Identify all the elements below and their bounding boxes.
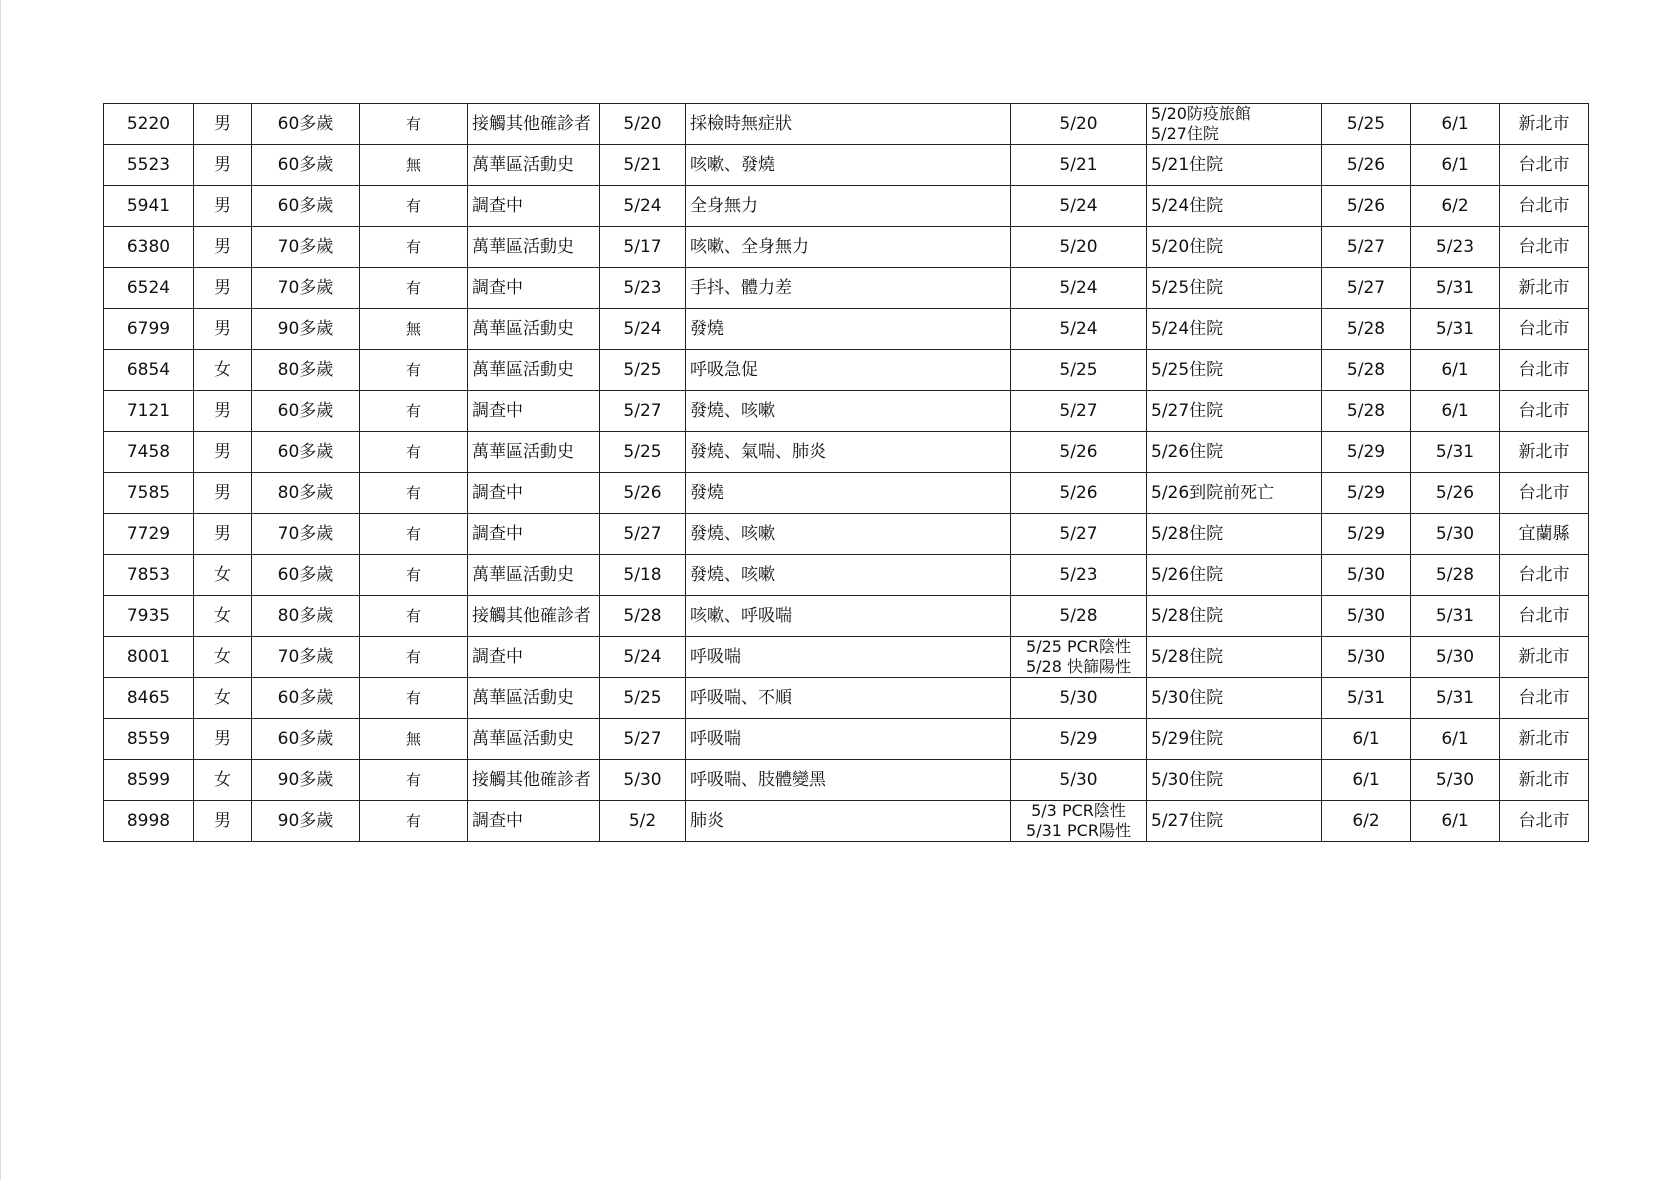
cell-line: 5/26住院 bbox=[1151, 565, 1224, 585]
test-date-cell bbox=[1011, 760, 1147, 801]
cell-line: 5/29 bbox=[1059, 729, 1098, 749]
infection-source-cell: 調查中 bbox=[468, 637, 600, 678]
infection-source-cell: 調查中 bbox=[468, 268, 600, 309]
onset-date-cell: 5/30 bbox=[600, 760, 686, 801]
symptoms-cell: 全身無力 bbox=[686, 186, 1011, 227]
case-id-cell: 7853 bbox=[104, 555, 194, 596]
case-id-cell: 6524 bbox=[104, 268, 194, 309]
symptoms-cell: 發燒、咳嗽 bbox=[686, 391, 1011, 432]
age-cell: 60多歲 bbox=[252, 719, 360, 760]
chronic-disease-cell: 有 bbox=[360, 473, 468, 514]
onset-date-cell: 5/24 bbox=[600, 637, 686, 678]
death-date-cell: 6/1 bbox=[1411, 104, 1500, 145]
test-date-cell bbox=[1011, 473, 1147, 514]
table-row bbox=[104, 678, 1589, 719]
symptoms-cell: 呼吸喘、不順 bbox=[686, 678, 1011, 719]
symptoms-cell: 呼吸急促 bbox=[686, 350, 1011, 391]
location-cell bbox=[1147, 104, 1322, 145]
onset-date-cell: 5/24 bbox=[600, 186, 686, 227]
confirmed-date-cell: 5/27 bbox=[1322, 268, 1411, 309]
location-cell bbox=[1147, 555, 1322, 596]
city-cell: 新北市 bbox=[1500, 104, 1589, 145]
cell-line: 5/20 bbox=[1059, 237, 1098, 257]
sex-cell: 男 bbox=[194, 268, 252, 309]
infection-source-cell: 萬華區活動史 bbox=[468, 719, 600, 760]
test-date-cell bbox=[1011, 719, 1147, 760]
death-date-cell: 5/31 bbox=[1411, 268, 1500, 309]
death-date-cell: 5/31 bbox=[1411, 678, 1500, 719]
onset-date-cell: 5/2 bbox=[600, 801, 686, 842]
case-id-cell: 6854 bbox=[104, 350, 194, 391]
test-date-cell bbox=[1011, 186, 1147, 227]
chronic-disease-cell: 有 bbox=[360, 760, 468, 801]
age-cell: 60多歲 bbox=[252, 104, 360, 145]
age-cell: 90多歲 bbox=[252, 801, 360, 842]
location-cell bbox=[1147, 801, 1322, 842]
test-date-cell bbox=[1011, 596, 1147, 637]
infection-source-cell: 調查中 bbox=[468, 186, 600, 227]
location-cell bbox=[1147, 309, 1322, 350]
case-table bbox=[103, 103, 1589, 842]
sex-cell: 男 bbox=[194, 186, 252, 227]
death-date-cell: 6/1 bbox=[1411, 719, 1500, 760]
death-date-cell: 6/1 bbox=[1411, 145, 1500, 186]
case-id-cell: 8001 bbox=[104, 637, 194, 678]
city-cell: 台北市 bbox=[1500, 555, 1589, 596]
age-cell: 80多歲 bbox=[252, 473, 360, 514]
symptoms-cell: 發燒 bbox=[686, 473, 1011, 514]
cell-line: 5/24 bbox=[1059, 278, 1098, 298]
confirmed-date-cell: 5/28 bbox=[1322, 391, 1411, 432]
infection-source-cell: 調查中 bbox=[468, 473, 600, 514]
infection-source-cell: 萬華區活動史 bbox=[468, 227, 600, 268]
location-cell bbox=[1147, 637, 1322, 678]
test-date-cell bbox=[1011, 555, 1147, 596]
sex-cell: 男 bbox=[194, 514, 252, 555]
location-cell bbox=[1147, 227, 1322, 268]
test-date-cell bbox=[1011, 514, 1147, 555]
death-date-cell: 6/1 bbox=[1411, 350, 1500, 391]
chronic-disease-cell: 有 bbox=[360, 555, 468, 596]
case-id-cell: 8465 bbox=[104, 678, 194, 719]
sex-cell: 男 bbox=[194, 145, 252, 186]
infection-source-cell: 接觸其他確診者 bbox=[468, 596, 600, 637]
cell-line: 5/27住院 bbox=[1151, 811, 1224, 831]
cell-line: 5/28住院 bbox=[1151, 524, 1224, 544]
death-date-cell: 5/26 bbox=[1411, 473, 1500, 514]
city-cell: 新北市 bbox=[1500, 432, 1589, 473]
test-date-cell bbox=[1011, 227, 1147, 268]
confirmed-date-cell: 5/25 bbox=[1322, 104, 1411, 145]
location-cell bbox=[1147, 678, 1322, 719]
location-cell bbox=[1147, 145, 1322, 186]
cell-line: 5/25 bbox=[1059, 360, 1098, 380]
onset-date-cell: 5/25 bbox=[600, 678, 686, 719]
infection-source-cell: 接觸其他確診者 bbox=[468, 760, 600, 801]
symptoms-cell: 咳嗽、發燒 bbox=[686, 145, 1011, 186]
table-row bbox=[104, 432, 1589, 473]
sex-cell: 男 bbox=[194, 104, 252, 145]
infection-source-cell: 萬華區活動史 bbox=[468, 145, 600, 186]
chronic-disease-cell: 有 bbox=[360, 186, 468, 227]
cell-line: 5/20住院 bbox=[1151, 237, 1224, 257]
symptoms-cell: 發燒、咳嗽 bbox=[686, 514, 1011, 555]
onset-date-cell: 5/25 bbox=[600, 350, 686, 391]
age-cell: 90多歲 bbox=[252, 309, 360, 350]
infection-source-cell: 調查中 bbox=[468, 514, 600, 555]
chronic-disease-cell: 有 bbox=[360, 432, 468, 473]
age-cell: 60多歲 bbox=[252, 145, 360, 186]
table-row bbox=[104, 227, 1589, 268]
infection-source-cell: 萬華區活動史 bbox=[468, 309, 600, 350]
symptoms-cell: 手抖、體力差 bbox=[686, 268, 1011, 309]
city-cell: 新北市 bbox=[1500, 719, 1589, 760]
case-id-cell: 7935 bbox=[104, 596, 194, 637]
city-cell: 台北市 bbox=[1500, 596, 1589, 637]
table-row bbox=[104, 104, 1589, 145]
city-cell: 新北市 bbox=[1500, 760, 1589, 801]
test-date-cell bbox=[1011, 637, 1147, 678]
case-id-cell: 7458 bbox=[104, 432, 194, 473]
sex-cell: 男 bbox=[194, 719, 252, 760]
confirmed-date-cell: 5/26 bbox=[1322, 186, 1411, 227]
chronic-disease-cell: 有 bbox=[360, 678, 468, 719]
table-row bbox=[104, 350, 1589, 391]
sex-cell: 女 bbox=[194, 350, 252, 391]
cell-line: 5/21 bbox=[1059, 155, 1098, 175]
infection-source-cell: 接觸其他確診者 bbox=[468, 104, 600, 145]
test-date-cell bbox=[1011, 678, 1147, 719]
confirmed-date-cell: 5/30 bbox=[1322, 555, 1411, 596]
cell-line: 5/31 PCR陽性 bbox=[1026, 821, 1131, 840]
symptoms-cell: 咳嗽、呼吸喘 bbox=[686, 596, 1011, 637]
cell-line: 5/24 bbox=[1059, 196, 1098, 216]
cell-line: 5/30住院 bbox=[1151, 770, 1224, 790]
location-cell bbox=[1147, 268, 1322, 309]
location-cell bbox=[1147, 473, 1322, 514]
chronic-disease-cell: 有 bbox=[360, 801, 468, 842]
cell-line: 5/23 bbox=[1059, 565, 1098, 585]
test-date-cell bbox=[1011, 391, 1147, 432]
onset-date-cell: 5/18 bbox=[600, 555, 686, 596]
onset-date-cell: 5/20 bbox=[600, 104, 686, 145]
table-row bbox=[104, 801, 1589, 842]
location-cell bbox=[1147, 596, 1322, 637]
case-id-cell: 6380 bbox=[104, 227, 194, 268]
cell-line: 5/25住院 bbox=[1151, 360, 1224, 380]
sex-cell: 男 bbox=[194, 432, 252, 473]
city-cell: 台北市 bbox=[1500, 186, 1589, 227]
table-row bbox=[104, 760, 1589, 801]
confirmed-date-cell: 6/1 bbox=[1322, 760, 1411, 801]
sex-cell: 男 bbox=[194, 801, 252, 842]
table-row bbox=[104, 637, 1589, 678]
city-cell: 台北市 bbox=[1500, 801, 1589, 842]
age-cell: 60多歲 bbox=[252, 555, 360, 596]
location-cell bbox=[1147, 760, 1322, 801]
cell-line: 5/30 bbox=[1059, 688, 1098, 708]
test-date-cell bbox=[1011, 104, 1147, 145]
table-row bbox=[104, 186, 1589, 227]
onset-date-cell: 5/27 bbox=[600, 391, 686, 432]
cell-line: 5/20 bbox=[1059, 114, 1098, 134]
test-date-cell bbox=[1011, 801, 1147, 842]
city-cell: 台北市 bbox=[1500, 309, 1589, 350]
confirmed-date-cell: 5/30 bbox=[1322, 596, 1411, 637]
onset-date-cell: 5/24 bbox=[600, 309, 686, 350]
test-date-cell bbox=[1011, 350, 1147, 391]
city-cell: 台北市 bbox=[1500, 145, 1589, 186]
cell-line: 5/27住院 bbox=[1151, 124, 1219, 143]
symptoms-cell: 發燒、咳嗽 bbox=[686, 555, 1011, 596]
chronic-disease-cell: 有 bbox=[360, 350, 468, 391]
case-id-cell: 5941 bbox=[104, 186, 194, 227]
age-cell: 60多歲 bbox=[252, 432, 360, 473]
age-cell: 80多歲 bbox=[252, 350, 360, 391]
chronic-disease-cell: 有 bbox=[360, 391, 468, 432]
chronic-disease-cell: 有 bbox=[360, 104, 468, 145]
death-date-cell: 5/31 bbox=[1411, 432, 1500, 473]
death-date-cell: 5/28 bbox=[1411, 555, 1500, 596]
symptoms-cell: 咳嗽、全身無力 bbox=[686, 227, 1011, 268]
cell-line: 5/28住院 bbox=[1151, 647, 1224, 667]
cell-line: 5/24住院 bbox=[1151, 196, 1224, 216]
city-cell: 台北市 bbox=[1500, 350, 1589, 391]
table-row bbox=[104, 473, 1589, 514]
symptoms-cell: 採檢時無症狀 bbox=[686, 104, 1011, 145]
cell-line: 5/28 快篩陽性 bbox=[1025, 657, 1132, 676]
age-cell: 80多歲 bbox=[252, 596, 360, 637]
case-table-body bbox=[104, 104, 1589, 842]
case-id-cell: 5220 bbox=[104, 104, 194, 145]
death-date-cell: 5/30 bbox=[1411, 514, 1500, 555]
cell-line: 5/29住院 bbox=[1151, 729, 1224, 749]
onset-date-cell: 5/23 bbox=[600, 268, 686, 309]
cell-line: 5/26 bbox=[1059, 483, 1098, 503]
confirmed-date-cell: 5/29 bbox=[1322, 514, 1411, 555]
cell-line: 5/26到院前死亡 bbox=[1151, 483, 1275, 503]
cell-line: 5/24 bbox=[1059, 319, 1098, 339]
city-cell: 台北市 bbox=[1500, 678, 1589, 719]
confirmed-date-cell: 6/1 bbox=[1322, 719, 1411, 760]
onset-date-cell: 5/27 bbox=[600, 514, 686, 555]
case-id-cell: 5523 bbox=[104, 145, 194, 186]
infection-source-cell: 調查中 bbox=[468, 801, 600, 842]
age-cell: 70多歲 bbox=[252, 514, 360, 555]
sex-cell: 女 bbox=[194, 678, 252, 719]
confirmed-date-cell: 5/26 bbox=[1322, 145, 1411, 186]
death-date-cell: 5/30 bbox=[1411, 637, 1500, 678]
table-row bbox=[104, 391, 1589, 432]
confirmed-date-cell: 5/27 bbox=[1322, 227, 1411, 268]
table-row bbox=[104, 268, 1589, 309]
city-cell: 新北市 bbox=[1500, 268, 1589, 309]
confirmed-date-cell: 5/29 bbox=[1322, 473, 1411, 514]
test-date-cell bbox=[1011, 309, 1147, 350]
cell-line: 5/27 bbox=[1059, 401, 1098, 421]
death-date-cell: 5/31 bbox=[1411, 596, 1500, 637]
symptoms-cell: 發燒 bbox=[686, 309, 1011, 350]
symptoms-cell: 呼吸喘 bbox=[686, 719, 1011, 760]
city-cell: 宜蘭縣 bbox=[1500, 514, 1589, 555]
chronic-disease-cell: 有 bbox=[360, 596, 468, 637]
age-cell: 60多歲 bbox=[252, 678, 360, 719]
location-cell bbox=[1147, 432, 1322, 473]
test-date-cell bbox=[1011, 268, 1147, 309]
cell-line: 5/24住院 bbox=[1151, 319, 1224, 339]
cell-line: 5/26住院 bbox=[1151, 442, 1224, 462]
cell-line: 5/25 PCR陰性 bbox=[1026, 637, 1131, 656]
location-cell bbox=[1147, 186, 1322, 227]
onset-date-cell: 5/21 bbox=[600, 145, 686, 186]
confirmed-date-cell: 5/29 bbox=[1322, 432, 1411, 473]
onset-date-cell: 5/25 bbox=[600, 432, 686, 473]
confirmed-date-cell: 5/28 bbox=[1322, 309, 1411, 350]
sex-cell: 男 bbox=[194, 227, 252, 268]
symptoms-cell: 呼吸喘 bbox=[686, 637, 1011, 678]
cell-line: 5/27 bbox=[1059, 524, 1098, 544]
table-row bbox=[104, 555, 1589, 596]
case-id-cell: 7585 bbox=[104, 473, 194, 514]
location-cell bbox=[1147, 391, 1322, 432]
table-row bbox=[104, 145, 1589, 186]
onset-date-cell: 5/28 bbox=[600, 596, 686, 637]
symptoms-cell: 肺炎 bbox=[686, 801, 1011, 842]
confirmed-date-cell: 5/30 bbox=[1322, 637, 1411, 678]
sex-cell: 女 bbox=[194, 596, 252, 637]
cell-line: 5/28住院 bbox=[1151, 606, 1224, 626]
death-date-cell: 5/23 bbox=[1411, 227, 1500, 268]
death-date-cell: 6/1 bbox=[1411, 801, 1500, 842]
cell-line: 5/25住院 bbox=[1151, 278, 1224, 298]
chronic-disease-cell: 有 bbox=[360, 227, 468, 268]
sex-cell: 女 bbox=[194, 760, 252, 801]
city-cell: 台北市 bbox=[1500, 227, 1589, 268]
location-cell bbox=[1147, 350, 1322, 391]
death-date-cell: 6/1 bbox=[1411, 391, 1500, 432]
infection-source-cell: 調查中 bbox=[468, 391, 600, 432]
infection-source-cell: 萬華區活動史 bbox=[468, 432, 600, 473]
confirmed-date-cell: 5/28 bbox=[1322, 350, 1411, 391]
sex-cell: 女 bbox=[194, 555, 252, 596]
sex-cell: 男 bbox=[194, 391, 252, 432]
case-id-cell: 7121 bbox=[104, 391, 194, 432]
cell-line: 5/30住院 bbox=[1151, 688, 1224, 708]
chronic-disease-cell: 有 bbox=[360, 637, 468, 678]
test-date-cell bbox=[1011, 432, 1147, 473]
case-id-cell: 7729 bbox=[104, 514, 194, 555]
infection-source-cell: 萬華區活動史 bbox=[468, 350, 600, 391]
age-cell: 60多歲 bbox=[252, 186, 360, 227]
chronic-disease-cell: 有 bbox=[360, 514, 468, 555]
case-id-cell: 8599 bbox=[104, 760, 194, 801]
sex-cell: 女 bbox=[194, 637, 252, 678]
location-cell bbox=[1147, 719, 1322, 760]
age-cell: 70多歲 bbox=[252, 268, 360, 309]
test-date-cell bbox=[1011, 145, 1147, 186]
table-row bbox=[104, 596, 1589, 637]
infection-source-cell: 萬華區活動史 bbox=[468, 678, 600, 719]
onset-date-cell: 5/26 bbox=[600, 473, 686, 514]
chronic-disease-cell: 無 bbox=[360, 145, 468, 186]
cell-line: 5/3 PCR陰性 bbox=[1031, 801, 1126, 820]
city-cell: 台北市 bbox=[1500, 473, 1589, 514]
chronic-disease-cell: 有 bbox=[360, 268, 468, 309]
cell-line: 5/26 bbox=[1059, 442, 1098, 462]
cell-line: 5/30 bbox=[1059, 770, 1098, 790]
table-row bbox=[104, 514, 1589, 555]
chronic-disease-cell: 無 bbox=[360, 719, 468, 760]
confirmed-date-cell: 6/2 bbox=[1322, 801, 1411, 842]
age-cell: 60多歲 bbox=[252, 391, 360, 432]
city-cell: 台北市 bbox=[1500, 391, 1589, 432]
symptoms-cell: 呼吸喘、肢體變黑 bbox=[686, 760, 1011, 801]
death-date-cell: 6/2 bbox=[1411, 186, 1500, 227]
death-date-cell: 5/30 bbox=[1411, 760, 1500, 801]
sex-cell: 男 bbox=[194, 309, 252, 350]
cell-line: 5/28 bbox=[1059, 606, 1098, 626]
onset-date-cell: 5/17 bbox=[600, 227, 686, 268]
cell-line: 5/27住院 bbox=[1151, 401, 1224, 421]
cell-line: 5/21住院 bbox=[1151, 155, 1224, 175]
symptoms-cell: 發燒、氣喘、肺炎 bbox=[686, 432, 1011, 473]
table-row bbox=[104, 309, 1589, 350]
infection-source-cell: 萬華區活動史 bbox=[468, 555, 600, 596]
case-id-cell: 8998 bbox=[104, 801, 194, 842]
case-id-cell: 8559 bbox=[104, 719, 194, 760]
age-cell: 70多歲 bbox=[252, 227, 360, 268]
table-row bbox=[104, 719, 1589, 760]
age-cell: 70多歲 bbox=[252, 637, 360, 678]
death-date-cell: 5/31 bbox=[1411, 309, 1500, 350]
onset-date-cell: 5/27 bbox=[600, 719, 686, 760]
cell-line: 5/20防疫旅館 bbox=[1151, 104, 1251, 123]
sex-cell: 男 bbox=[194, 473, 252, 514]
chronic-disease-cell: 無 bbox=[360, 309, 468, 350]
city-cell: 新北市 bbox=[1500, 637, 1589, 678]
location-cell bbox=[1147, 514, 1322, 555]
age-cell: 90多歲 bbox=[252, 760, 360, 801]
case-id-cell: 6799 bbox=[104, 309, 194, 350]
confirmed-date-cell: 5/31 bbox=[1322, 678, 1411, 719]
